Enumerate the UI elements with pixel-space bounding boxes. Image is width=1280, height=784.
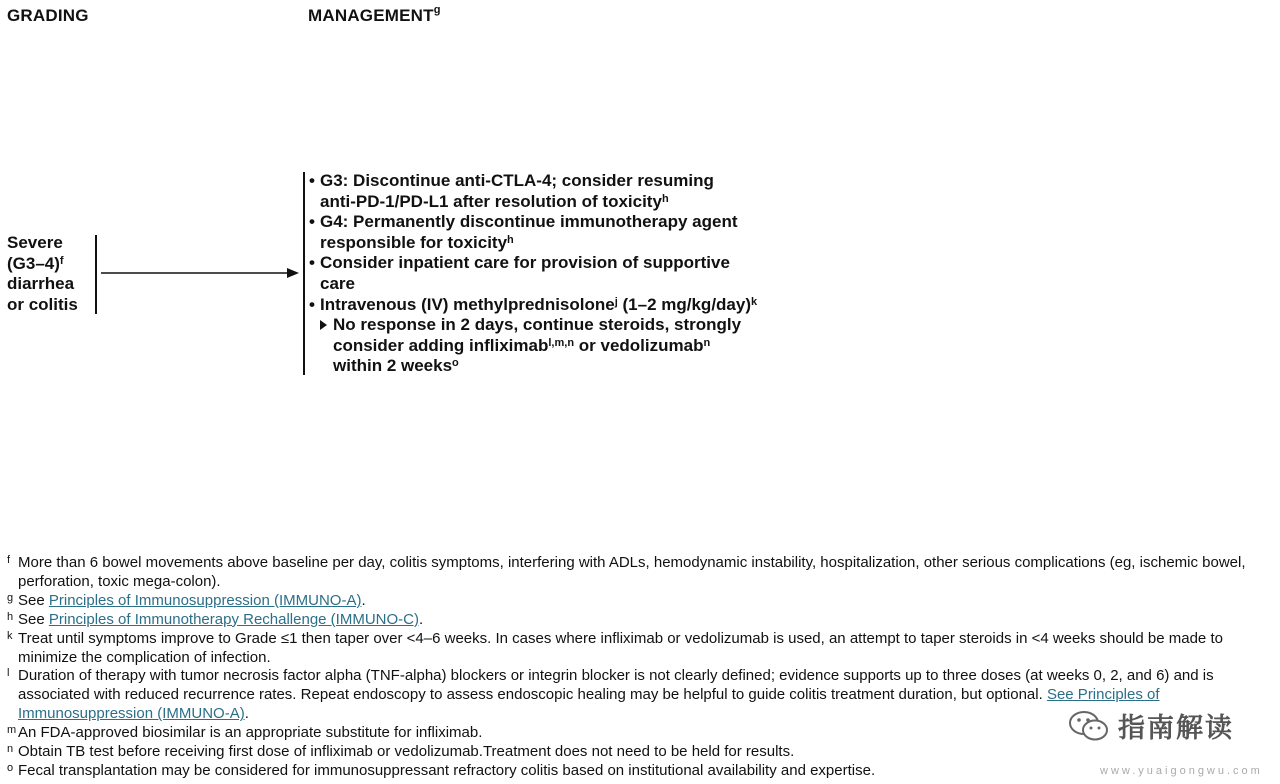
footnote-ref-o[interactable]: o xyxy=(452,357,459,370)
flow-arrow-icon xyxy=(101,262,301,284)
management-item-g4: • G4: Permanently discontinue immunotherapy agent responsible for toxicity$^h$ xyxy=(309,212,738,252)
immunosuppression-link-2[interactable]: See Principles of Immunosuppression (IMMUNO-A) xyxy=(18,686,1160,723)
site-watermark: www.yuaigongwu.com xyxy=(1100,765,1263,777)
grade-line-2: $(G3-4)^f$ xyxy=(7,253,64,273)
footnote-ref-k[interactable]: k xyxy=(751,295,758,308)
management-bracket-line xyxy=(303,172,305,375)
grade-severe-block xyxy=(7,233,78,315)
footnote-g: g See Principles of Immunosuppression (IMMUNO-A). xyxy=(7,591,366,609)
grading-header: GRADING xyxy=(7,6,89,25)
grade-bracket-line xyxy=(95,235,97,314)
watermark xyxy=(1068,706,1234,745)
management-item-g3: • G3: Discontinue anti-CTLA-4; consider resuming anti-PD-1/PD-L1 after resolution of toxicity$^h$ xyxy=(309,171,714,211)
immunotherapy-rechallenge-link[interactable]: Principles of Immunotherapy Rechallenge (IMMUNO-C) xyxy=(48,610,419,628)
footnote-ref-j[interactable]: j xyxy=(614,295,618,308)
wechat-icon xyxy=(1068,709,1110,743)
footnote-m: m An FDA-approved biosimilar is an appropriate substitute for infliximab. xyxy=(7,724,483,742)
management-list xyxy=(309,171,829,377)
watermark-text: 指南解读 xyxy=(1118,713,1234,743)
management-header: MANAGEMENT$^g$ xyxy=(308,4,441,25)
footnotes xyxy=(7,554,1272,781)
footnote-k: k Treat until symptoms improve to Grade ≤1 then taper over <4–6 weeks. In cases where infliximab or vedolizumab is used, an attempt to taper steroids in <4 weeks should be made to minimize the complication of infection. xyxy=(7,629,1223,666)
footnote-o: o Fecal transplantation may be considered for immunosuppressant refractory colitis based on institutional availability and expertise. xyxy=(7,761,876,779)
footnote-ref-n[interactable]: n xyxy=(703,336,711,349)
management-item-inpatient: • Consider inpatient care for provision of supportive care xyxy=(309,253,730,293)
grade-line-4: or colitis xyxy=(7,294,78,314)
footnote-l: l Duration of therapy with tumor necrosis factor alpha (TNF-alpha) blockers or integrin blocker is not clearly defined; evidence supports up to three doses (at weeks 0, 2, and 6) and is associated with reduced recurrence rates. Repeat endoscopy to assess endoscopic healing may be helpful to guide colitis treatment duration, but optional. See Principles of Immunosuppression (IMMUNO-A). xyxy=(7,667,1214,723)
management-item-iv-steroids: • Intravenous (IV) methylprednisolone$^j$ (1–2 mg/kg/day)$^k$ xyxy=(309,294,758,314)
grade-footnote-ref[interactable]: f xyxy=(59,254,64,267)
grade-line-1: Severe xyxy=(7,233,63,252)
footnote-ref-h[interactable]: h xyxy=(661,192,669,205)
footnote-ref-h[interactable]: h xyxy=(507,233,514,246)
management-subitem-no-response: No response in 2 days, continue steroids, strongly consider adding infliximab$^{l,m,n}$ or vedolizumab$^n$ within 2 weeks$^o$ xyxy=(309,315,829,377)
triangle-bullet-icon xyxy=(320,320,327,330)
footnote-f: f More than 6 bowel movements above baseline per day, colitis symptoms, interfering with ADLs, hemodynamic instability, hospitalization, other serious complications (eg, ischemic bowel, perforation, toxic mega-colon). xyxy=(7,554,1246,590)
grade-line-3: diarrhea xyxy=(7,274,75,293)
footnote-n: n Obtain TB test before receiving first dose of infliximab or vedolizumab.Treatment does not need to be held for results. xyxy=(7,743,795,761)
immunosuppression-link[interactable]: Principles of Immunosuppression (IMMUNO-A) xyxy=(48,591,362,609)
footnote-h: h See Principles of Immunotherapy Rechallenge (IMMUNO-C). xyxy=(7,610,424,628)
footnote-ref-lmn[interactable]: l,m,n xyxy=(548,336,575,349)
management-footnote-ref[interactable]: g xyxy=(433,4,441,16)
